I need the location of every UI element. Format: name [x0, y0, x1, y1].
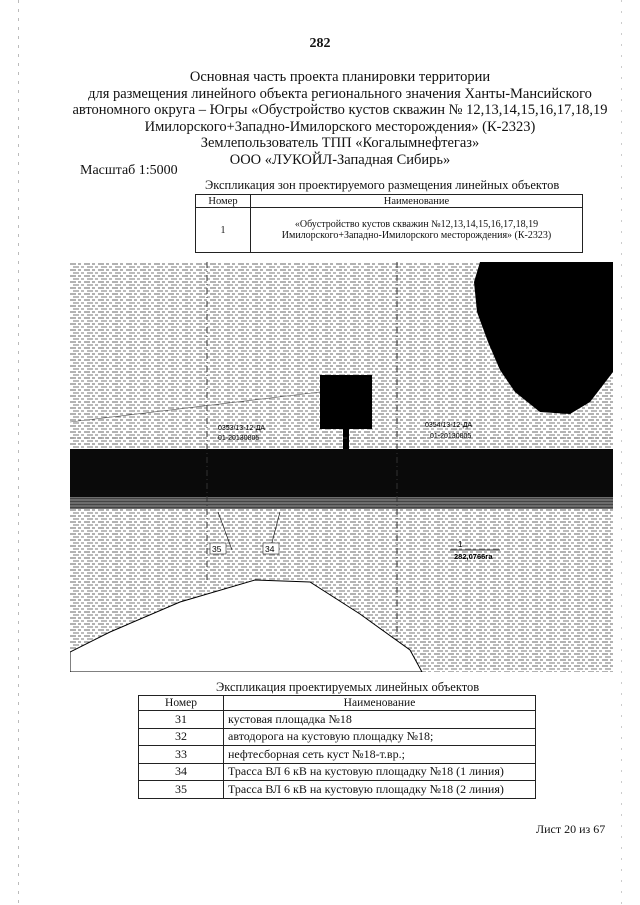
object-number: 32	[139, 728, 224, 746]
title-line: ООО «ЛУКОЙЛ-Западная Сибирь»	[229, 151, 451, 168]
object-number: 34	[139, 763, 224, 781]
well-pad-18	[320, 375, 372, 429]
scan-edge-right	[621, 0, 622, 905]
planning-map	[70, 262, 613, 672]
table-row	[139, 746, 536, 764]
parcel-label-right-2: 01-20130805	[430, 433, 472, 440]
object-number: 35	[139, 781, 224, 799]
title-line: автономного округа – Югры «Обустройство кустов скважин № 12,13,14,15,16,17,18,19	[72, 102, 608, 118]
header-number: Номер	[196, 195, 251, 208]
corridor-band	[70, 449, 613, 497]
table-row	[196, 208, 583, 253]
title-line: для размещения линейного объекта регионального значения Ханты-Мансийского	[88, 85, 592, 102]
table-row	[139, 781, 536, 799]
zone-area-label: 282,0766га	[454, 552, 493, 561]
zone-number-label: 1	[458, 540, 463, 549]
object-name: автодорога на кустовую площадку №18;	[224, 728, 536, 746]
object-number: 31	[139, 711, 224, 729]
zone-name-line: «Обустройство кустов скважин №12,13,14,15,16,17,18,19	[294, 219, 539, 230]
callout-35: 35	[212, 544, 222, 554]
title-line: Основная часть проекта планировки территории	[189, 69, 491, 85]
corridor-stripe	[70, 497, 613, 509]
scan-edge-left	[18, 0, 19, 905]
objects-table-caption: Экспликация проектируемых линейных объектов	[216, 680, 480, 694]
zones-table-header	[196, 195, 583, 208]
header-name: Наименование	[251, 195, 583, 208]
parcel-label-left-2: 01-20130805	[218, 435, 260, 442]
table-row	[139, 763, 536, 781]
header-name: Наименование	[224, 696, 536, 711]
sheet-label: Лист 20 из 67	[536, 822, 606, 836]
object-name: Трасса ВЛ 6 кВ на кустовую площадку №18 (1 линия)	[224, 763, 536, 781]
object-number: 33	[139, 746, 224, 764]
zone-name-line: Имилорского+Западно-Имилорского месторождения» (К-2323)	[281, 230, 552, 241]
table-row	[139, 711, 536, 729]
page-number: 282	[309, 36, 331, 51]
objects-table	[138, 695, 536, 799]
title-line: Землепользователь ТПП «Когалымнефтегаз»	[200, 135, 480, 151]
zones-table-caption: Экспликация зон проектируемого размещения линейных объектов	[205, 178, 560, 192]
map-scale: Масштаб 1:5000	[80, 163, 178, 178]
table-row	[139, 728, 536, 746]
title-line: Имилорского+Западно-Имилорского месторождения» (К-2323)	[144, 118, 536, 135]
parcel-label-right-1: 0354/13-12-ДА	[425, 422, 473, 429]
zone-name	[251, 208, 583, 253]
well-pad-road	[343, 427, 349, 452]
zone-number: 1	[196, 208, 251, 253]
object-name: нефтесборная сеть куст №18-т.вр.;	[224, 746, 536, 764]
zones-table	[195, 194, 583, 253]
object-name: Трасса ВЛ 6 кВ на кустовую площадку №18 (2 линия)	[224, 781, 536, 799]
document-title	[60, 69, 620, 168]
objects-table-header	[139, 696, 536, 711]
callout-34: 34	[265, 544, 275, 554]
object-name: кустовая площадка №18	[224, 711, 536, 729]
parcel-label-left-1: 0353/13-12-ДА	[218, 425, 266, 432]
header-number: Номер	[139, 696, 224, 711]
